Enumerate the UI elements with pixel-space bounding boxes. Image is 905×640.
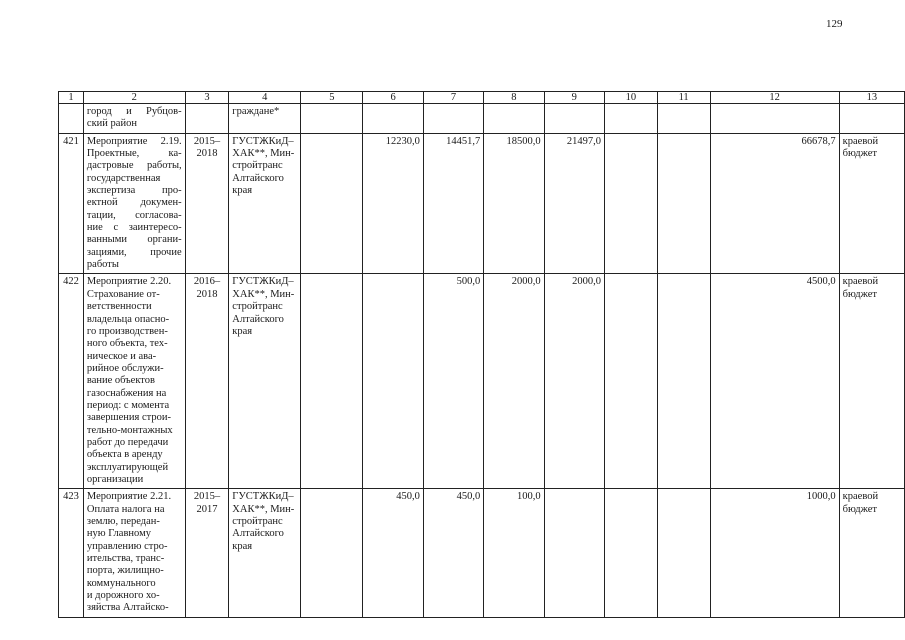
text-line: завершения строи- (86, 412, 171, 424)
cell-amount: 1000,0 (710, 489, 839, 617)
text-line: Оплата налога на (86, 503, 165, 515)
text-line: 2018 (196, 148, 218, 160)
cell-empty (657, 104, 710, 134)
text-line: ную Главному (86, 528, 151, 540)
cell-amount: 21497,0 (544, 133, 604, 274)
header-cell: 2 (83, 92, 185, 104)
cell-source (839, 133, 904, 274)
cell-num (59, 104, 84, 134)
text-line: коммунального (86, 577, 156, 589)
cell-amount (301, 489, 363, 617)
header-row (59, 92, 905, 104)
text-line: Мероприятие 2.20. (86, 276, 172, 288)
cell-period (185, 274, 229, 489)
text-line: экспертиза про- (86, 185, 182, 197)
table-row (59, 489, 905, 617)
cell-amount: 12230,0 (363, 133, 423, 274)
cell-amount: 500,0 (423, 274, 483, 489)
cell-executor (229, 133, 301, 274)
text-line: го производствен- (86, 325, 168, 337)
text-line: стройтранс (232, 301, 283, 313)
text-line: государственная (86, 172, 161, 184)
text-line: бюджет (842, 148, 878, 160)
text-line: ветственности (86, 301, 152, 313)
text-line: организации (86, 473, 144, 485)
program-table (58, 91, 905, 618)
text-line: Мероприятие 2.21. (86, 491, 172, 503)
text-line: края (232, 185, 253, 197)
text-line: ительства, транс- (86, 553, 165, 565)
cell-amount (657, 133, 710, 274)
cell-period (185, 489, 229, 617)
text-line: ХАК**, Мин- (232, 288, 295, 300)
cell-amount: 100,0 (484, 489, 544, 617)
cell-num: 421 (59, 133, 84, 274)
text-line: город и Рубцов- (86, 106, 182, 117)
cell-amount (544, 489, 604, 617)
text-line: ский район (86, 118, 137, 130)
header-cell: 12 (710, 92, 839, 104)
text-line: 2018 (196, 288, 218, 300)
cell-empty (710, 104, 839, 134)
cell-amount (604, 489, 657, 617)
cell-name (83, 489, 185, 617)
text-line: ГУСТЖКиД– (232, 276, 294, 288)
header-cell: 9 (544, 92, 604, 104)
cell-empty (363, 104, 423, 134)
text-line: порта, жилищно- (86, 565, 164, 577)
header-cell: 7 (423, 92, 483, 104)
cell-empty (484, 104, 544, 134)
cell-amount (301, 274, 363, 489)
text-line: ектной докумен- (86, 197, 182, 209)
text-line: период: с момента (86, 399, 170, 411)
text-line: стройтранс (232, 160, 283, 172)
cell-empty (423, 104, 483, 134)
text-line: ХАК**, Мин- (232, 148, 295, 160)
cell-amount: 14451,7 (423, 133, 483, 274)
cell-empty (604, 104, 657, 134)
text-line: объекта в аренду (86, 449, 163, 461)
cell-amount (657, 489, 710, 617)
cell-executor (229, 274, 301, 489)
text-line: краевой (842, 135, 879, 147)
text-line: ванными органи- (86, 234, 182, 246)
header-cell: 8 (484, 92, 544, 104)
text-line: тации, согласова- (86, 209, 182, 221)
text-line: ХАК**, Мин- (232, 503, 295, 515)
cell-num: 423 (59, 489, 84, 617)
header-cell: 3 (185, 92, 229, 104)
header-cell: 13 (839, 92, 904, 104)
text-line: Алтайского (232, 528, 284, 540)
text-line: 2017 (196, 503, 218, 515)
text-line: Алтайского (232, 313, 284, 325)
text-line: дастровые работы, (86, 160, 182, 172)
cell-executor (229, 104, 301, 134)
cell-empty (301, 104, 363, 134)
header-cell: 11 (657, 92, 710, 104)
cell-amount: 2000,0 (484, 274, 544, 489)
text-line: краевой (842, 491, 879, 503)
text-line: управлению стро- (86, 540, 168, 552)
cell-amount: 66678,7 (710, 133, 839, 274)
text-line: бюджет (842, 503, 878, 515)
text-line: Страхование от- (86, 288, 160, 300)
text-line: краевой (842, 276, 879, 288)
header-cell: 4 (229, 92, 301, 104)
text-line: ГУСТЖКиД– (232, 135, 294, 147)
cell-amount: 2000,0 (544, 274, 604, 489)
text-line: владельца опасно- (86, 313, 170, 325)
text-line: работ до передачи (86, 436, 169, 448)
page-number: 129 (826, 18, 843, 30)
text-line: работы (86, 259, 119, 271)
table-row (59, 133, 905, 274)
text-line: эксплуатирующей (86, 461, 169, 473)
cell-amount: 450,0 (423, 489, 483, 617)
text-line: газоснабжения на (86, 387, 167, 399)
text-line: ного объекта, тех- (86, 338, 168, 350)
cell-amount (604, 274, 657, 489)
header-cell: 10 (604, 92, 657, 104)
text-line: вание объектов (86, 375, 155, 387)
cell-amount (363, 274, 423, 489)
header-cell: 1 (59, 92, 84, 104)
cell-amount (604, 133, 657, 274)
text-line: ГУСТЖКиД– (232, 491, 294, 503)
continuation-row (59, 104, 905, 134)
cell-name (83, 104, 185, 134)
cell-empty (544, 104, 604, 134)
cell-empty (839, 104, 904, 134)
text-line: землю, передан- (86, 516, 160, 527)
text-line: тельно-монтажных (86, 424, 173, 436)
cell-source (839, 274, 904, 489)
cell-amount: 18500,0 (484, 133, 544, 274)
text-line: края (232, 325, 253, 337)
text-line: рийное обслужи- (86, 362, 164, 374)
text-line: 2015– (193, 135, 221, 147)
cell-source (839, 489, 904, 617)
text-line: граждане* (232, 106, 280, 117)
text-line: 2015– (193, 491, 221, 503)
text-line: 2016– (193, 276, 221, 288)
cell-amount (657, 274, 710, 489)
text-line: Алтайского (232, 172, 284, 184)
cell-amount: 450,0 (363, 489, 423, 617)
cell-name (83, 274, 185, 489)
cell-period (185, 133, 229, 274)
cell-num: 422 (59, 274, 84, 489)
text-line: края (232, 540, 253, 552)
cell-executor (229, 489, 301, 617)
text-line: зяйства Алтайско- (86, 602, 169, 614)
text-line: Проектные, ка- (86, 148, 182, 160)
text-line: ние с заинтересо- (86, 222, 182, 234)
text-line: стройтранс (232, 516, 283, 527)
cell-name (83, 133, 185, 274)
text-line: Мероприятие 2.19. (86, 135, 182, 147)
text-line: бюджет (842, 288, 878, 300)
table-row (59, 274, 905, 489)
text-line: зациями, прочие (86, 246, 182, 258)
text-line: и дорожного хо- (86, 590, 160, 602)
cell-amount: 4500,0 (710, 274, 839, 489)
text-line: ническое и ава- (86, 350, 157, 362)
header-cell: 6 (363, 92, 423, 104)
cell-amount (301, 133, 363, 274)
cell-period (185, 104, 229, 134)
header-cell: 5 (301, 92, 363, 104)
